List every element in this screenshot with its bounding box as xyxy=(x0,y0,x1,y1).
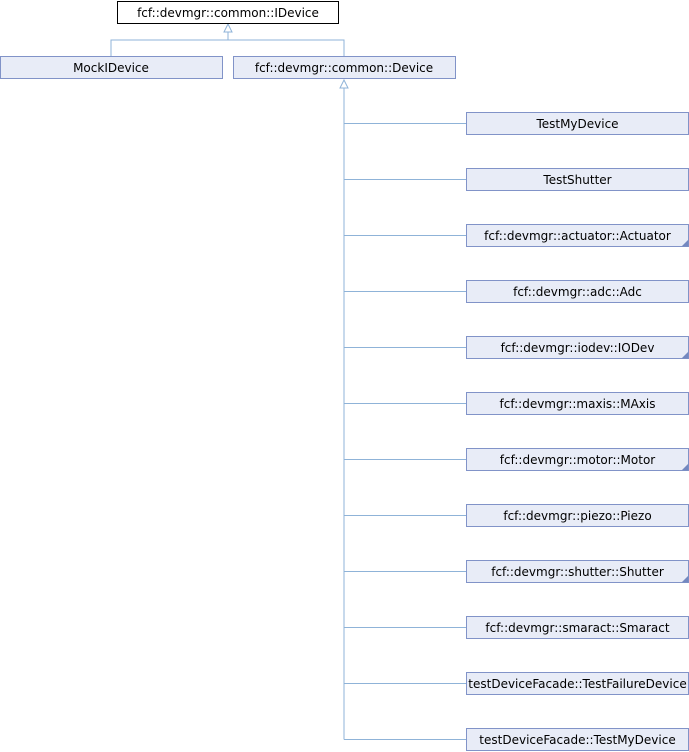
class-label-fcf-devmgr-actuator-actuator: fcf::devmgr::actuator::Actuator xyxy=(484,229,671,243)
class-node-mockidevice[interactable] xyxy=(1,57,223,79)
class-node-fcf-devmgr-motor-motor[interactable] xyxy=(467,449,689,471)
class-label-fcf-devmgr-motor-motor: fcf::devmgr::motor::Motor xyxy=(499,453,656,467)
class-label-testdevicefacade-testfailuredevice: testDeviceFacade::TestFailureDevice xyxy=(468,677,687,691)
class-label-testmydevice: TestMyDevice xyxy=(536,117,619,131)
class-label-testdevicefacade-testmydevice: testDeviceFacade::TestMyDevice xyxy=(479,733,676,747)
class-label-idevice: fcf::devmgr::common::IDevice xyxy=(137,6,319,20)
derived-classes xyxy=(467,113,689,751)
arrowhead-idevice xyxy=(224,24,232,32)
class-label-fcf-devmgr-piezo-piezo: fcf::devmgr::piezo::Piezo xyxy=(503,509,652,523)
class-label-fcf-devmgr-smaract-smaract: fcf::devmgr::smaract::Smaract xyxy=(485,621,670,635)
class-node-testdevicefacade-testmydevice[interactable] xyxy=(467,729,689,751)
class-label-mockidevice: MockIDevice xyxy=(73,61,149,75)
class-label-fcf-devmgr-maxis-maxis: fcf::devmgr::maxis::MAxis xyxy=(499,397,656,411)
inheritance-edges xyxy=(111,24,467,740)
class-label-fcf-devmgr-adc-adc: fcf::devmgr::adc::Adc xyxy=(513,285,642,299)
edge-device-branches xyxy=(344,124,467,740)
class-node-fcf-devmgr-actuator-actuator[interactable] xyxy=(467,225,689,247)
class-node-testshutter[interactable] xyxy=(467,169,689,191)
class-label-fcf-devmgr-iodev-iodev: fcf::devmgr::iodev::IODev xyxy=(500,341,655,355)
class-node-fcf-devmgr-smaract-smaract[interactable] xyxy=(467,617,689,639)
class-label-device: fcf::devmgr::common::Device xyxy=(254,61,434,75)
class-node-device[interactable] xyxy=(234,57,456,79)
class-node-fcf-devmgr-piezo-piezo[interactable] xyxy=(467,505,689,527)
class-node-idevice[interactable] xyxy=(118,2,339,24)
class-node-testdevicefacade-testfailuredevice[interactable] xyxy=(467,673,689,695)
class-label-fcf-devmgr-shutter-shutter: fcf::devmgr::shutter::Shutter xyxy=(491,565,664,579)
class-node-testmydevice[interactable] xyxy=(467,113,689,135)
arrowhead-device xyxy=(340,80,348,88)
class-label-testshutter: TestShutter xyxy=(543,173,612,187)
class-node-fcf-devmgr-adc-adc[interactable] xyxy=(467,281,689,303)
class-node-fcf-devmgr-iodev-iodev[interactable] xyxy=(467,337,689,359)
class-node-fcf-devmgr-shutter-shutter[interactable] xyxy=(467,561,689,583)
class-node-fcf-devmgr-maxis-maxis[interactable] xyxy=(467,393,689,415)
